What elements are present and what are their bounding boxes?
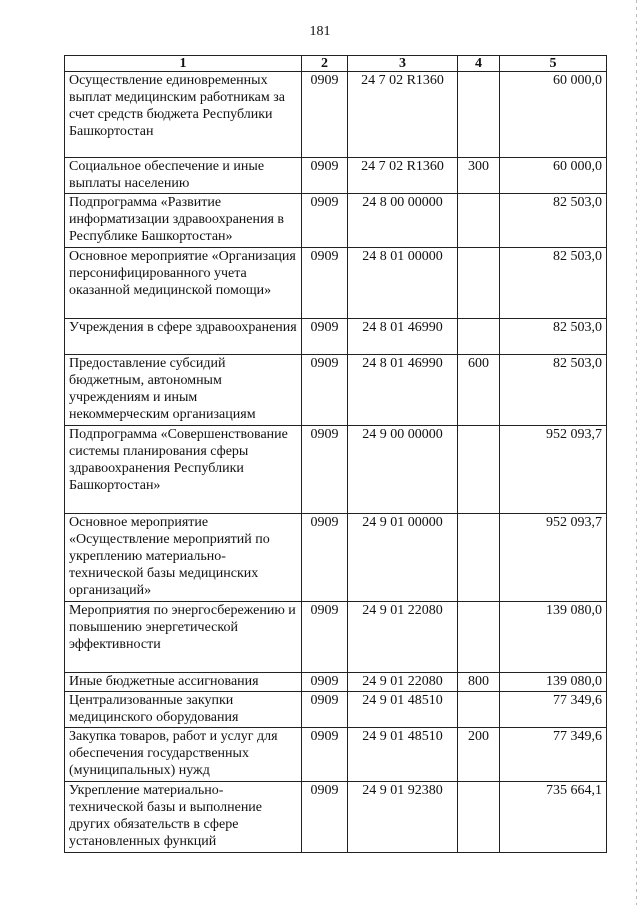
cell-target: 24 9 01 92380 — [348, 782, 458, 853]
table-row — [65, 158, 607, 194]
cell-expense-type — [458, 194, 500, 248]
table-row — [65, 72, 607, 158]
column-header-section: 2 — [302, 56, 348, 72]
cell-section: 0909 — [302, 248, 348, 319]
cell-amount: 82 503,0 — [500, 355, 607, 426]
cell-amount: 952 093,7 — [500, 426, 607, 514]
column-header-name: 1 — [65, 56, 302, 72]
table-row — [65, 319, 607, 355]
cell-target: 24 8 01 46990 — [348, 355, 458, 426]
table-row — [65, 355, 607, 426]
cell-expense-type: 200 — [458, 728, 500, 782]
cell-expense-type — [458, 602, 500, 673]
cell-target: 24 9 00 00000 — [348, 426, 458, 514]
cell-expense-type — [458, 782, 500, 853]
cell-section: 0909 — [302, 158, 348, 194]
cell-name: Осуществление единовременных выплат медицинским работникам за счет средств бюджета Республики Башкортостан — [65, 72, 302, 158]
table-header-row — [65, 56, 607, 72]
cell-section: 0909 — [302, 782, 348, 853]
cell-amount: 735 664,1 — [500, 782, 607, 853]
cell-expense-type — [458, 514, 500, 602]
cell-expense-type — [458, 72, 500, 158]
cell-name: Мероприятия по энергосбережению и повышению энергетической эффективности — [65, 602, 302, 673]
column-header-target: 3 — [348, 56, 458, 72]
page-number: 181 — [309, 24, 331, 39]
cell-section: 0909 — [302, 514, 348, 602]
cell-section: 0909 — [302, 319, 348, 355]
cell-name: Подпрограмма «Развитие информатизации здравоохранения в Республике Башкортостан» — [65, 194, 302, 248]
cell-amount: 82 503,0 — [500, 248, 607, 319]
cell-name: Иные бюджетные ассигнования — [65, 673, 302, 692]
cell-expense-type — [458, 426, 500, 514]
table-row — [65, 194, 607, 248]
cell-target: 24 8 01 00000 — [348, 248, 458, 319]
cell-target: 24 9 01 22080 — [348, 673, 458, 692]
cell-name: Укрепление материально-технической базы и выполнение других обязательств в сфере установленных функций — [65, 782, 302, 853]
cell-section: 0909 — [302, 72, 348, 158]
cell-amount: 60 000,0 — [500, 158, 607, 194]
cell-name: Социальное обеспечение и иные выплаты населению — [65, 158, 302, 194]
table-row — [65, 602, 607, 673]
cell-target: 24 9 01 22080 — [348, 602, 458, 673]
cell-section: 0909 — [302, 673, 348, 692]
table-row — [65, 692, 607, 728]
cell-expense-type: 600 — [458, 355, 500, 426]
budget-table — [64, 55, 607, 853]
cell-section: 0909 — [302, 602, 348, 673]
cell-section: 0909 — [302, 355, 348, 426]
cell-amount: 60 000,0 — [500, 72, 607, 158]
cell-target: 24 8 00 00000 — [348, 194, 458, 248]
scan-edge-line — [636, 0, 637, 905]
cell-name: Основное мероприятие «Организация персонифицированного учета оказанной медицинской помощи» — [65, 248, 302, 319]
table-row — [65, 782, 607, 853]
table-row — [65, 728, 607, 782]
table-row — [65, 248, 607, 319]
cell-name: Основное мероприятие «Осуществление мероприятий по укреплению материально-технической базы медицинских организаций» — [65, 514, 302, 602]
cell-target: 24 9 01 48510 — [348, 692, 458, 728]
cell-amount: 82 503,0 — [500, 194, 607, 248]
cell-expense-type — [458, 692, 500, 728]
cell-section: 0909 — [302, 692, 348, 728]
cell-name: Централизованные закупки медицинского оборудования — [65, 692, 302, 728]
cell-name: Подпрограмма «Совершенствование системы планирования сферы здравоохранения Республики Башкортостан» — [65, 426, 302, 514]
cell-amount: 139 080,0 — [500, 602, 607, 673]
table-row — [65, 514, 607, 602]
table-row — [65, 426, 607, 514]
cell-target: 24 9 01 00000 — [348, 514, 458, 602]
cell-name: Предоставление субсидий бюджетным, автономным учреждениям и иным некоммерческим организациям — [65, 355, 302, 426]
table-row — [65, 673, 607, 692]
cell-section: 0909 — [302, 728, 348, 782]
cell-expense-type — [458, 248, 500, 319]
cell-section: 0909 — [302, 426, 348, 514]
cell-target: 24 7 02 R1360 — [348, 72, 458, 158]
cell-name: Учреждения в сфере здравоохранения — [65, 319, 302, 355]
cell-amount: 82 503,0 — [500, 319, 607, 355]
cell-expense-type: 300 — [458, 158, 500, 194]
cell-expense-type: 800 — [458, 673, 500, 692]
column-header-amount: 5 — [500, 56, 607, 72]
cell-section: 0909 — [302, 194, 348, 248]
cell-amount: 77 349,6 — [500, 692, 607, 728]
cell-target: 24 7 02 R1360 — [348, 158, 458, 194]
cell-target: 24 9 01 48510 — [348, 728, 458, 782]
cell-amount: 77 349,6 — [500, 728, 607, 782]
cell-expense-type — [458, 319, 500, 355]
column-header-expense-type: 4 — [458, 56, 500, 72]
cell-target: 24 8 01 46990 — [348, 319, 458, 355]
cell-amount: 952 093,7 — [500, 514, 607, 602]
cell-amount: 139 080,0 — [500, 673, 607, 692]
cell-name: Закупка товаров, работ и услуг для обеспечения государственных (муниципальных) нужд — [65, 728, 302, 782]
